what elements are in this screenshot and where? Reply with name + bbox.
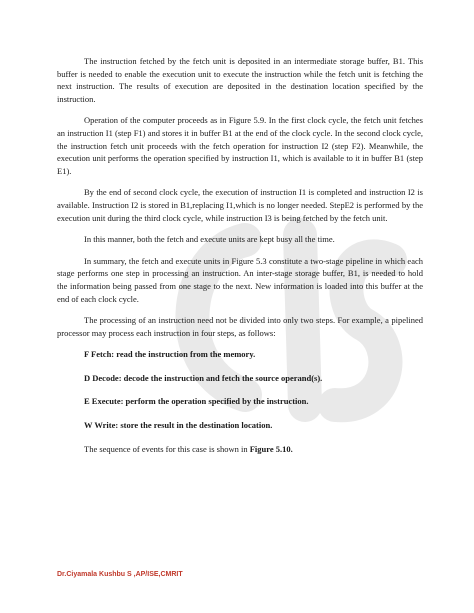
paragraph-operation: Operation of the computer proceeds as in Figure 5.9. In the first clock cycle, the fetch unit fetches an instruction I1 (step F1) and stores it in buffer B1 at the end of the clock cycle. In the second clock cycle, the instruction fetch unit proceeds with the fetch operation for instruction I2 (step F2). Meanwhile, the execution unit performs the operation specified by instruction I1, which is available to it in buffer B1 (step E1). xyxy=(57,115,423,176)
paragraph-second-cycle: By the end of second clock cycle, the execution of instruction I1 is completed and instruction I2 is available. Instruction I2 is stored in B1,replacing I1,which is no longer needed. StepE2 is performed by the execution unit during the third clock cycle, while instruction I3 is being fetched by the fetch unit. xyxy=(57,187,423,223)
figure-reference: Figure 5.10. xyxy=(249,443,293,454)
document-body xyxy=(57,55,423,464)
paragraph-four-steps: The processing of an instruction need not be divided into only two steps. For example, a pipelined processor may process each instruction in four steps, as follows: xyxy=(57,315,423,338)
step-fetch: F Fetch: read the instruction from the memory. xyxy=(84,349,256,360)
sequence-text: The sequence of events for this case is shown in xyxy=(84,443,250,454)
paragraph-buffer-b1: The instruction fetched by the fetch unit is deposited in an intermediate storage buffer, B1. This buffer is needed to enable the execution unit to execute the instruction while the fetch unit is fetching the next instruction. The results of execution are deposited in the destination location specified by the instruction. xyxy=(57,56,423,104)
step-execute: E Execute: perform the operation specified by the instruction. xyxy=(84,396,309,407)
step-decode: D Decode: decode the instruction and fetch the source operand(s). xyxy=(84,372,323,383)
paragraph-busy-units: In this manner, both the fetch and execute units are kept busy all the time. xyxy=(84,234,335,245)
paragraph-summary: In summary, the fetch and execute units in Figure 5.3 constitute a two-stage pipeline in which each stage performs one step in processing an instruction. An inter-stage storage buffer, B1, is needed to hold the information being passed from one stage to the next. New information is loaded into this buffer at the end of each clock cycle. xyxy=(57,255,423,304)
step-write: W Write: store the result in the destination location. xyxy=(84,420,273,431)
paragraph-sequence xyxy=(57,443,423,456)
page-footer-author: Dr.Ciyamala Kushbu S ,AP/ISE,CMRIT xyxy=(57,571,183,578)
